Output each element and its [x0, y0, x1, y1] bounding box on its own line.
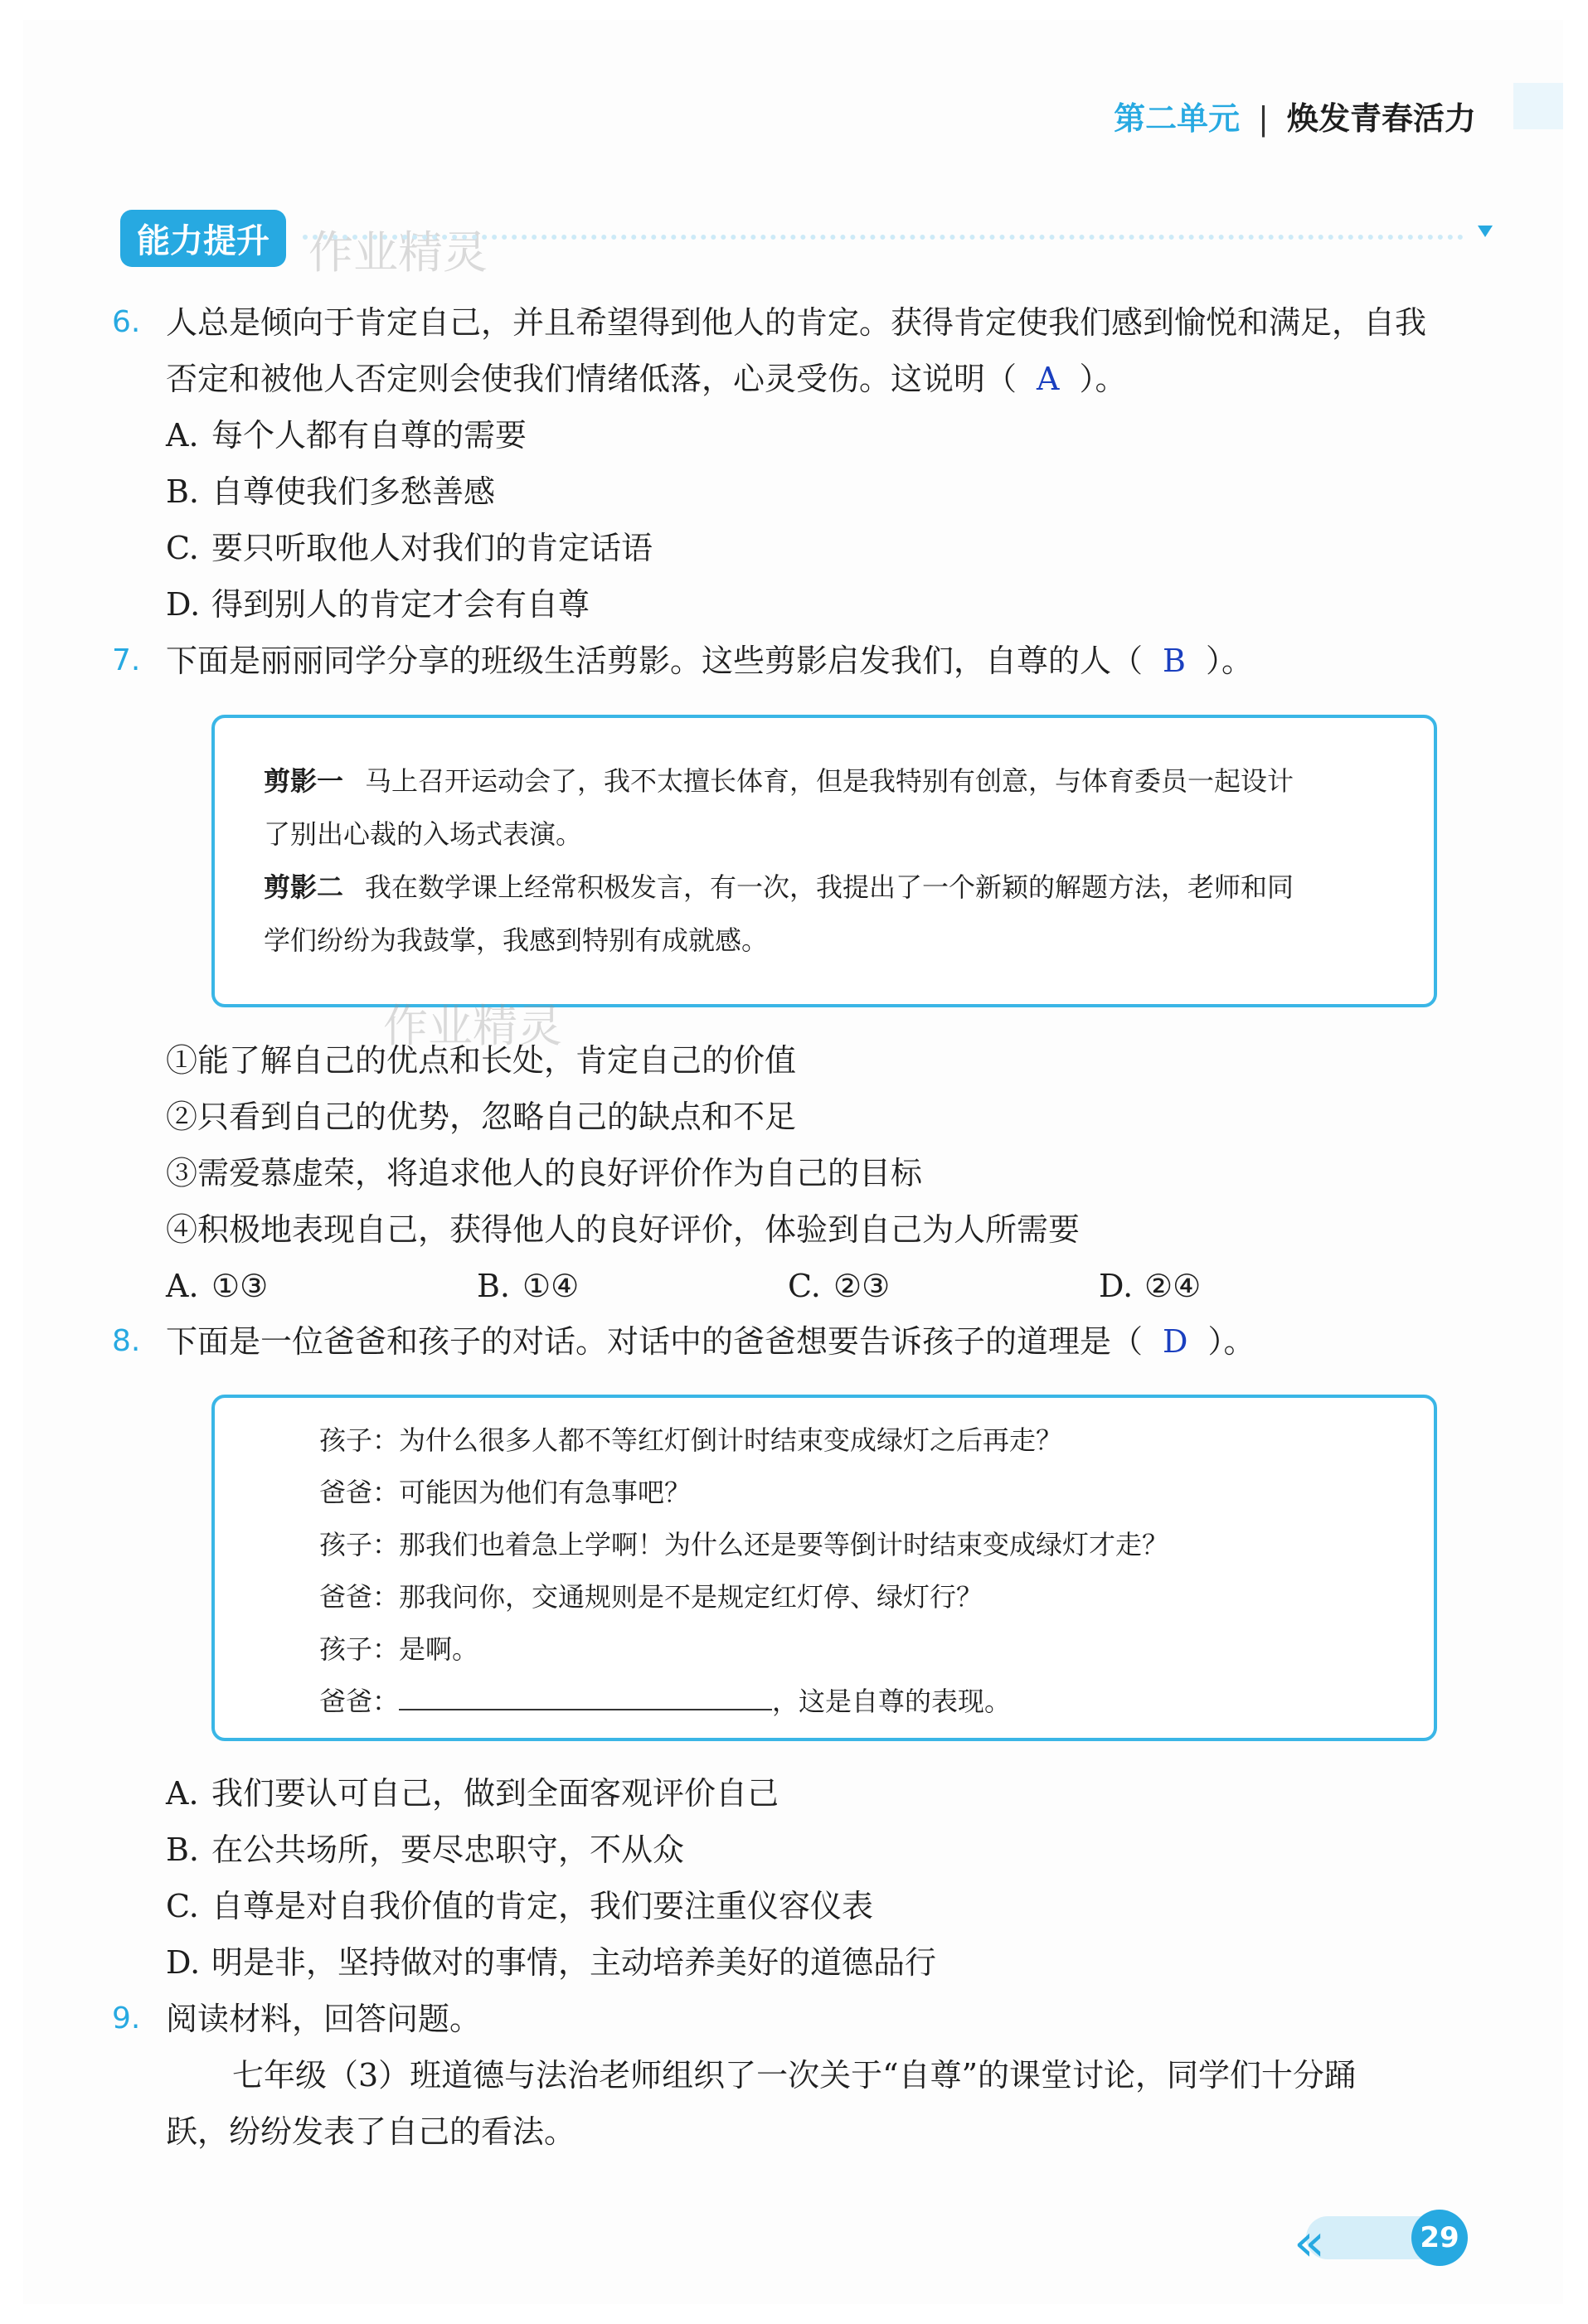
q8-option-b-letter: B. [166, 1832, 200, 1868]
watermark-2: 作业精灵 [383, 1000, 562, 1052]
header-accent-bar [1513, 83, 1563, 129]
q7-option-a-text: ①③ [211, 1268, 269, 1304]
watermark-1: 作业精灵 [308, 226, 488, 279]
q7-box-text3: 我在数学课上经常积极发言，有一次，我提出了一个新颖的解题方法，老师和同 [365, 871, 1294, 903]
q8-dialog-line2: 爸爸：可能因为他们有急事吧？ [319, 1477, 692, 1508]
q7-box-line3 [264, 871, 1294, 904]
q7-statement-1: ①能了解自己的优点和长处，肯定自己的价值 [166, 1042, 797, 1079]
q6-option-b-text: 自尊使我们多愁善感 [211, 473, 496, 510]
q8-number: 8. [112, 1324, 141, 1358]
q7-box-text1: 马上召开运动会了，我不太擅长体育，但是我特别有创意，与体育委员一起设计 [365, 765, 1294, 797]
q7-stem [166, 642, 1253, 680]
q7-statement-3: ③需爱慕虚荣，将追求他人的良好评价作为自己的目标 [166, 1155, 923, 1191]
q8-dialog-tail: ，这是自尊的表现。 [772, 1686, 1012, 1717]
q7-option-a [166, 1267, 268, 1305]
section-tag: 能力提升 [120, 210, 286, 267]
q7-statement-4: ④积极地表现自己，获得他人的良好评价，体验到自己为人所需要 [166, 1211, 1081, 1248]
q9-para-line1: 七年级（3）班道德与法治老师组织了一次关于“自尊”的课堂讨论，同学们十分踊 [232, 2057, 1357, 2094]
q7-option-c [788, 1267, 890, 1305]
q7-stem-post: ）。 [1205, 643, 1253, 679]
page-number: 29 [1411, 2210, 1468, 2266]
q7-option-b-text: ①④ [522, 1268, 580, 1304]
q7-snapshot-box [211, 715, 1437, 1007]
q6-stem-line1: 人总是倾向于肯定自己，并且希望得到他人的肯定。获得肯定使我们感到愉悦和满足，自我 [166, 304, 1427, 341]
triangle-marker-icon [1478, 226, 1493, 237]
q6-stem-line2 [166, 360, 1126, 398]
q8-stem-post: ）。 [1207, 1323, 1255, 1360]
q8-option-b [166, 1831, 684, 1869]
q6-option-a-text: 每个人都有自尊的需要 [211, 417, 527, 454]
header-separator: | [1258, 100, 1269, 137]
q7-number: 7. [112, 643, 141, 677]
q6-option-c-letter: C. [166, 530, 199, 566]
header-unit: 第二单元 [1114, 100, 1241, 137]
q8-option-c-letter: C. [166, 1888, 199, 1924]
q7-option-d [1099, 1267, 1201, 1305]
q8-answer: D [1163, 1323, 1188, 1360]
q7-box-line1 [264, 764, 1294, 798]
q7-option-c-letter: C. [788, 1268, 821, 1304]
dotted-divider [303, 235, 1464, 240]
q9-para-line2: 跃，纷纷发表了自己的看法。 [166, 2113, 576, 2150]
q8-option-b-text: 在公共场所，要尽忠职守，不从众 [211, 1832, 685, 1868]
q6-option-d-letter: D. [166, 586, 201, 623]
q6-option-a-letter: A. [166, 417, 199, 454]
q8-option-a-text: 我们要认可自己，做到全面客观评价自己 [211, 1775, 779, 1812]
q9-stem: 阅读材料，回答问题。 [166, 2001, 482, 2037]
q8-fill-blank[interactable] [399, 1687, 772, 1710]
q8-stem-pre: 下面是一位爸爸和孩子的对话。对话中的爸爸想要告诉孩子的道理是（ [166, 1323, 1144, 1360]
q7-box-label1: 剪影一 [264, 765, 344, 797]
q6-option-b [166, 473, 495, 511]
q7-box-line4: 学们纷纷为我鼓掌，我感到特别有成就感。 [264, 924, 769, 956]
q6-option-c [166, 529, 653, 567]
q7-statement-2: ②只看到自己的优势，忽略自己的缺点和不足 [166, 1099, 797, 1135]
q7-option-d-text: ②④ [1144, 1268, 1202, 1304]
q7-option-c-text: ②③ [833, 1268, 891, 1304]
q7-box-line2: 了别出心裁的入场式表演。 [264, 818, 583, 850]
page-header [1114, 93, 1476, 138]
q6-option-d-text: 得到别人的肯定才会有自尊 [211, 586, 590, 623]
q8-option-c-text: 自尊是对自我价值的肯定，我们要注重仪容仪表 [211, 1888, 874, 1924]
q7-option-a-letter: A. [166, 1268, 199, 1304]
q8-dialog-line4: 爸爸：那我问你，交通规则是不是规定红灯停、绿灯行？ [319, 1581, 983, 1613]
q6-option-a [166, 416, 527, 454]
q7-option-b [477, 1267, 579, 1305]
q8-dialog-line5: 孩子：是啊。 [319, 1633, 479, 1665]
q6-option-d [166, 585, 590, 623]
q6-stem-pre: 否定和被他人否定则会使我们情绪低落，心灵受伤。这说明（ [166, 361, 1017, 397]
q6-stem-post: ）。 [1079, 361, 1127, 397]
q8-dialog-line6 [319, 1685, 1011, 1718]
q8-option-d-letter: D. [166, 1944, 201, 1981]
q7-stem-pre: 下面是丽丽同学分享的班级生活剪影。这些剪影启发我们，自尊的人（ [166, 643, 1144, 679]
q8-dialog-line1: 孩子：为什么很多人都不等红灯倒计时结束变成绿灯之后再走？ [319, 1424, 1063, 1456]
q8-dialog-line3: 孩子：那我们也着急上学啊！为什么还是要等倒计时结束变成绿灯才走？ [319, 1529, 1169, 1560]
q8-dialog-speaker: 爸爸： [319, 1686, 400, 1717]
q6-option-b-letter: B. [166, 473, 200, 510]
q8-stem [166, 1322, 1255, 1361]
chevron-left-icon: « [1294, 2212, 1325, 2273]
q6-answer: A [1037, 361, 1060, 397]
q8-option-a [166, 1774, 779, 1812]
q6-number: 6. [112, 305, 141, 339]
q7-answer: B [1163, 643, 1186, 679]
q7-option-b-letter: B. [477, 1268, 511, 1304]
q7-box-label2: 剪影二 [264, 871, 344, 903]
q7-option-d-letter: D. [1099, 1268, 1134, 1304]
q8-option-d [166, 1943, 936, 1982]
q8-option-a-letter: A. [166, 1775, 199, 1812]
q6-option-c-text: 要只听取他人对我们的肯定话语 [211, 530, 653, 566]
q8-option-c [166, 1887, 873, 1925]
q9-number: 9. [112, 2001, 141, 2035]
q8-option-d-text: 明是非，坚持做对的事情，主动培养美好的道德品行 [211, 1944, 937, 1981]
header-topic: 焕发青春活力 [1286, 100, 1476, 137]
